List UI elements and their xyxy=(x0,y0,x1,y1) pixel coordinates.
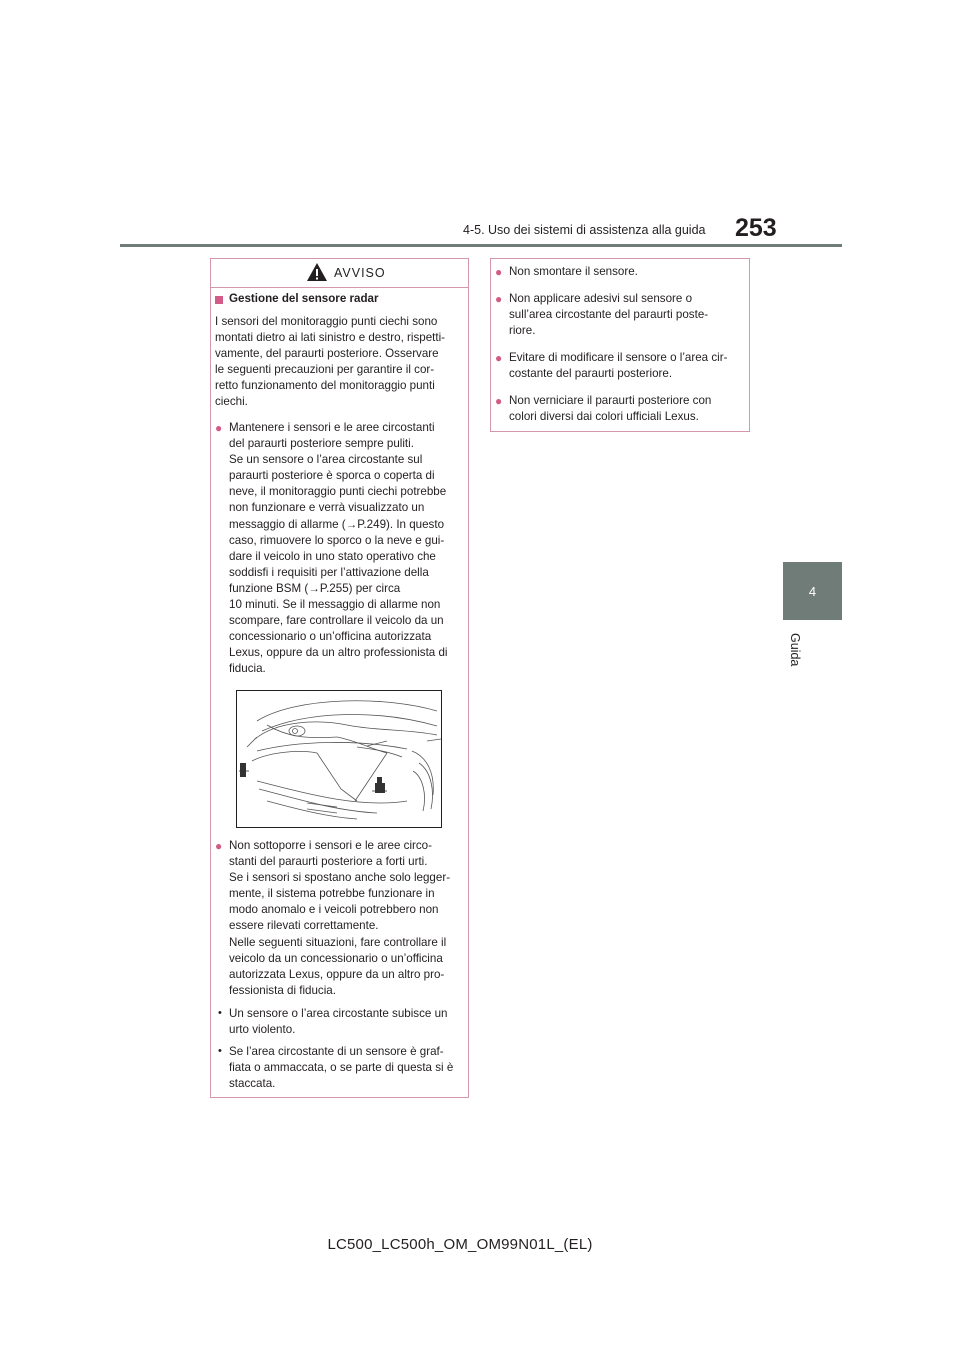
bullet-no-impact: Non sottoporre i sensori e le aree circo- stanti del paraurti posteriore a forti urti. Se i sensori si spostano anche solo legger- mente, il sistema potrebbe funzionare in modo anomalo e i veicoli potrebbero non essere rilevati correttamente. Nelle seguenti situazioni, fare controllare il veicolo da un concessionario o un’officina autorizzata Lexus, oppure da un altro pro- fessionista di fiducia. xyxy=(229,839,451,997)
sub-bullet-icon: • xyxy=(218,1007,222,1019)
bullet-icon: ● xyxy=(495,265,503,279)
bullet-icon: ● xyxy=(215,421,223,435)
sub-bullet-icon: • xyxy=(218,1045,222,1057)
document-code: LC500_LC500h_OM_OM99N01L_(EL) xyxy=(327,1236,593,1253)
warning-box xyxy=(210,258,469,1098)
rear-bumper-illustration xyxy=(236,690,442,828)
chapter-number: 4 xyxy=(808,584,817,599)
square-bullet-icon xyxy=(215,296,223,304)
bullet-icon: ● xyxy=(495,394,503,408)
warning-title: AVVISO xyxy=(334,266,386,280)
bullet-no-modify: Evitare di modificare il sensore o l’area cir- costante del paraurti posteriore. xyxy=(509,351,728,381)
footer xyxy=(0,1236,960,1253)
chapter-name-label: Guida xyxy=(788,633,802,667)
bullet-no-paint: Non verniciare il paraurti posteriore con colori diversi dai colori ufficiali Lexus. xyxy=(509,394,712,424)
section-title: 4-5. Uso dei sistemi di assistenza alla guida xyxy=(463,223,706,237)
warning-subheading: Gestione del sensore radar xyxy=(229,292,379,305)
header-rule xyxy=(120,244,842,247)
car-rear-drawing xyxy=(237,691,441,827)
warning-triangle-icon xyxy=(306,262,328,282)
warning-header xyxy=(211,259,468,288)
bullet-keep-clean: Mantenere i sensori e le aree circostanti del paraurti posteriore sempre puliti. Se un sensore o l’area circostante sul paraurti posteriore è sporca o coperta di neve, il monitoraggio punti ciechi potrebbe non funzionare e verrà visualizzato un messaggio di allarme (→P.249). In questo caso, rimuovere lo sporco o la neve e gui- dare il veicolo in uno stato operativo che soddisfi i requisiti per l’attivazione della funzione BSM (→P.255) per circa 10 minuti. Se il messaggio di allarme non scompare, fare controllare il veicolo da un concessionario o un’officina autorizzata Lexus, oppure da un altro professionista di fiducia. xyxy=(229,421,448,676)
bullet-icon: ● xyxy=(495,292,503,306)
chapter-name xyxy=(786,633,806,693)
bullet-no-stickers: Non applicare adesivi sul sensore o sull’area circostante del paraurti poste- riore. xyxy=(509,292,709,338)
chapter-tab[interactable] xyxy=(783,562,842,620)
sub-bullet-scratched: Se l’area circostante di un sensore è graf- fiata o ammaccata, o se parte di questa si è staccata. xyxy=(229,1045,454,1091)
warning-continued-box xyxy=(490,258,750,432)
page-number: 253 xyxy=(735,214,777,242)
bullet-icon: ● xyxy=(495,351,503,365)
sub-bullet-impact: Un sensore o l’area circostante subisce un urto violento. xyxy=(229,1007,448,1037)
warning-intro: I sensori del monitoraggio punti ciechi sono montati dietro ai lati sinistro e destro, rispetti- vamente, del paraurti posteriore. Osservare le seguenti precauzioni per garantire il cor- retto funzionamento del monitoraggio punti ciechi. xyxy=(215,315,446,409)
bullet-no-dismantle: Non smontare il sensore. xyxy=(509,265,638,278)
bullet-icon: ● xyxy=(215,839,223,853)
